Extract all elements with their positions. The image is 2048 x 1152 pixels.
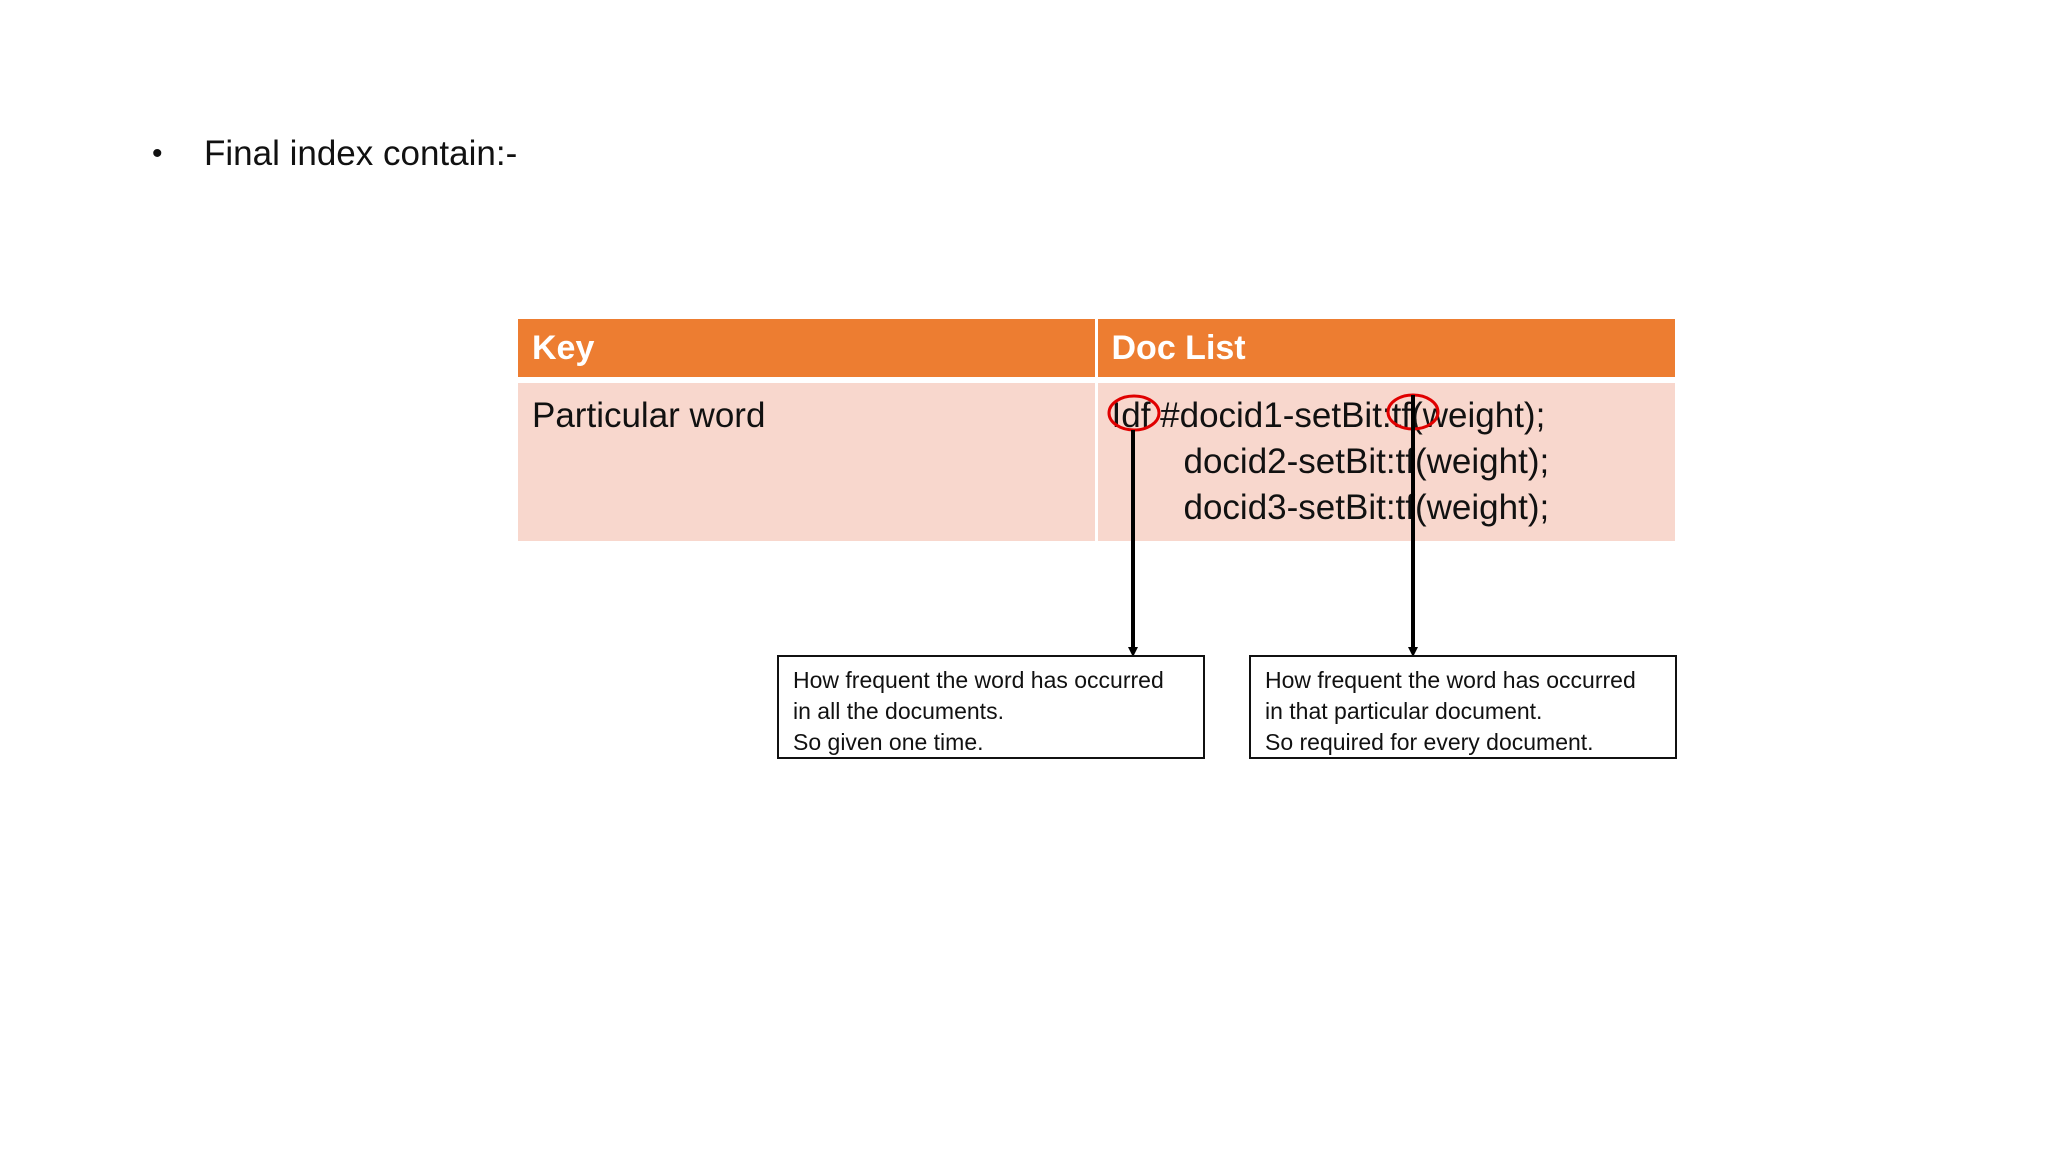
bullet-text: Final index contain:- xyxy=(204,134,518,173)
tf-note-line-2: in that particular document. xyxy=(1265,698,1543,724)
idf-explanation-box xyxy=(777,655,1205,759)
tf-note-line-3: So required for every document. xyxy=(1265,729,1594,755)
header-doc-list: Doc List xyxy=(1096,319,1675,380)
key-cell: Particular word xyxy=(518,380,1096,541)
doc-list-line-3: docid3-setBit:tf(weight); xyxy=(1183,488,1550,527)
idf-note-line-3: So given one time. xyxy=(793,729,984,755)
doc-list-line-2: docid2-setBit:tf(weight); xyxy=(1183,442,1550,481)
tf-note-line-1: How frequent the word has occurred xyxy=(1265,667,1636,693)
idf-highlight-circle xyxy=(1109,396,1159,430)
tf-explanation-box xyxy=(1249,655,1677,759)
bullet-dot: • xyxy=(152,137,163,170)
idf-note-line-2: in all the documents. xyxy=(793,698,1004,724)
doc-list-line-1: Idf #docid1-setBit:tf(weight); xyxy=(1111,396,1546,435)
header-key: Key xyxy=(518,319,1096,380)
idf-note-line-1: How frequent the word has occurred xyxy=(793,667,1164,693)
